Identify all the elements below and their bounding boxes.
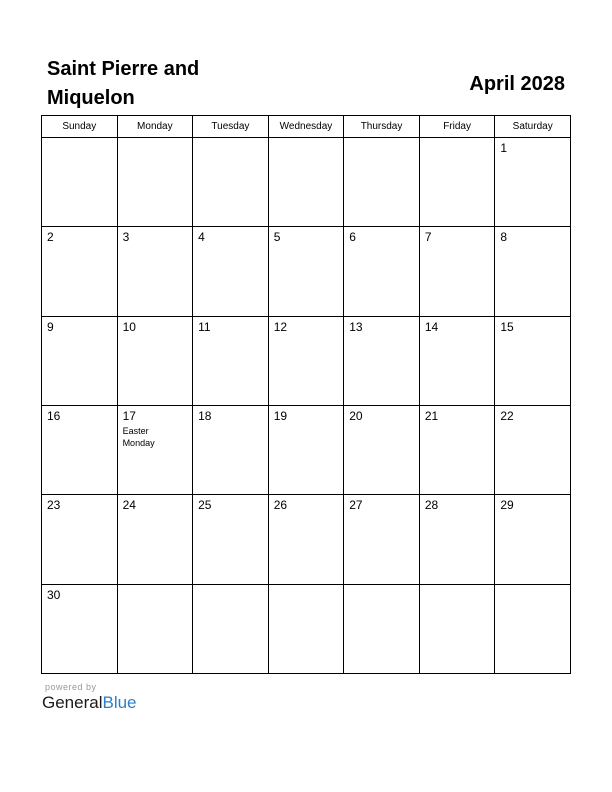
weekday-friday: Friday: [419, 116, 495, 138]
day-cell: [495, 584, 571, 673]
day-number: 5: [273, 230, 281, 245]
week-row: [42, 584, 571, 673]
day-cell: [42, 227, 118, 316]
brand-blue-text: Blue: [102, 693, 137, 712]
day-cell: [419, 227, 495, 316]
day-cell: [344, 405, 420, 494]
day-number: 3: [122, 230, 130, 245]
day-cell: [419, 584, 495, 673]
day-cell: [42, 495, 118, 584]
day-number: 1: [500, 141, 508, 155]
weekday-header-row: [42, 116, 571, 138]
day-cell: [193, 227, 269, 316]
day-number: 24: [122, 498, 136, 513]
day-number: 8: [500, 230, 508, 245]
day-cell: [193, 495, 269, 584]
weekday-thursday: Thursday: [344, 116, 420, 138]
day-number: 21: [424, 408, 439, 423]
week-row: [42, 495, 571, 584]
holiday-label: Easter Monday: [122, 425, 155, 448]
day-cell: [268, 405, 344, 494]
weekday-monday: Monday: [117, 116, 193, 138]
day-cell: [495, 316, 571, 405]
day-number: 22: [500, 408, 514, 423]
day-cell: [344, 584, 420, 673]
day-cell: [344, 227, 420, 316]
weekday-wednesday: Wednesday: [268, 116, 344, 138]
day-number: 30: [47, 587, 61, 602]
brand-general-text: General: [42, 693, 103, 712]
day-cell: [268, 584, 344, 673]
week-row: [42, 405, 571, 494]
day-cell: [193, 405, 269, 494]
day-number: 25: [198, 498, 212, 513]
day-cell: [193, 316, 269, 405]
day-number: 29: [500, 498, 514, 513]
weekday-tuesday: Tuesday: [193, 116, 269, 138]
day-cell: [495, 227, 571, 316]
day-number: 15: [500, 319, 514, 334]
day-number: 20: [349, 408, 363, 423]
day-cell: [268, 495, 344, 584]
week-row: [42, 227, 571, 316]
day-cell: [419, 316, 495, 405]
day-cell: [495, 405, 571, 494]
day-number: 13: [349, 319, 363, 334]
day-number: 26: [273, 498, 288, 513]
day-cell: [42, 316, 118, 405]
day-cell: [268, 138, 344, 227]
day-cell: [117, 405, 193, 494]
day-cell: [117, 495, 193, 584]
day-number: 19: [273, 408, 288, 423]
day-number: 11: [198, 319, 211, 334]
powered-by-label: powered by: [45, 682, 97, 692]
day-number: 16: [47, 408, 61, 423]
day-number: 10: [122, 319, 136, 334]
day-cell: [193, 584, 269, 673]
day-number: 4: [198, 230, 205, 245]
day-cell: [495, 138, 571, 227]
weekday-saturday: Saturday: [495, 116, 571, 138]
month-title: April 2028: [469, 73, 565, 95]
day-cell: [42, 405, 118, 494]
day-cell: [419, 405, 495, 494]
day-number: 14: [424, 319, 439, 334]
day-number: 27: [349, 498, 363, 513]
day-cell: [268, 227, 344, 316]
day-number: 7: [424, 230, 432, 245]
day-cell: [42, 138, 118, 227]
calendar-grid: [41, 115, 571, 674]
day-cell: [344, 316, 420, 405]
day-cell: [419, 495, 495, 584]
day-cell: [344, 495, 420, 584]
day-number: 18: [198, 408, 212, 423]
day-cell: [42, 584, 118, 673]
day-number: 6: [349, 230, 356, 245]
generalblue-logo[interactable]: [42, 693, 137, 713]
day-cell: [117, 584, 193, 673]
day-cell: [117, 316, 193, 405]
day-cell: [117, 227, 193, 316]
week-row: [42, 316, 571, 405]
week-row: [42, 138, 571, 227]
day-number: 2: [47, 230, 54, 245]
day-cell: [344, 138, 420, 227]
day-cell: [268, 316, 344, 405]
day-cell: [117, 138, 193, 227]
weekday-sunday: Sunday: [42, 116, 118, 138]
day-cell: [495, 495, 571, 584]
day-number: 28: [424, 498, 439, 513]
day-number: 12: [273, 319, 288, 334]
day-number: 17: [122, 408, 136, 423]
region-title: Saint Pierre and Miquelon: [47, 58, 200, 109]
day-number: 9: [47, 319, 54, 334]
day-cell: [419, 138, 495, 227]
day-number: 23: [47, 498, 61, 513]
day-cell: [193, 138, 269, 227]
